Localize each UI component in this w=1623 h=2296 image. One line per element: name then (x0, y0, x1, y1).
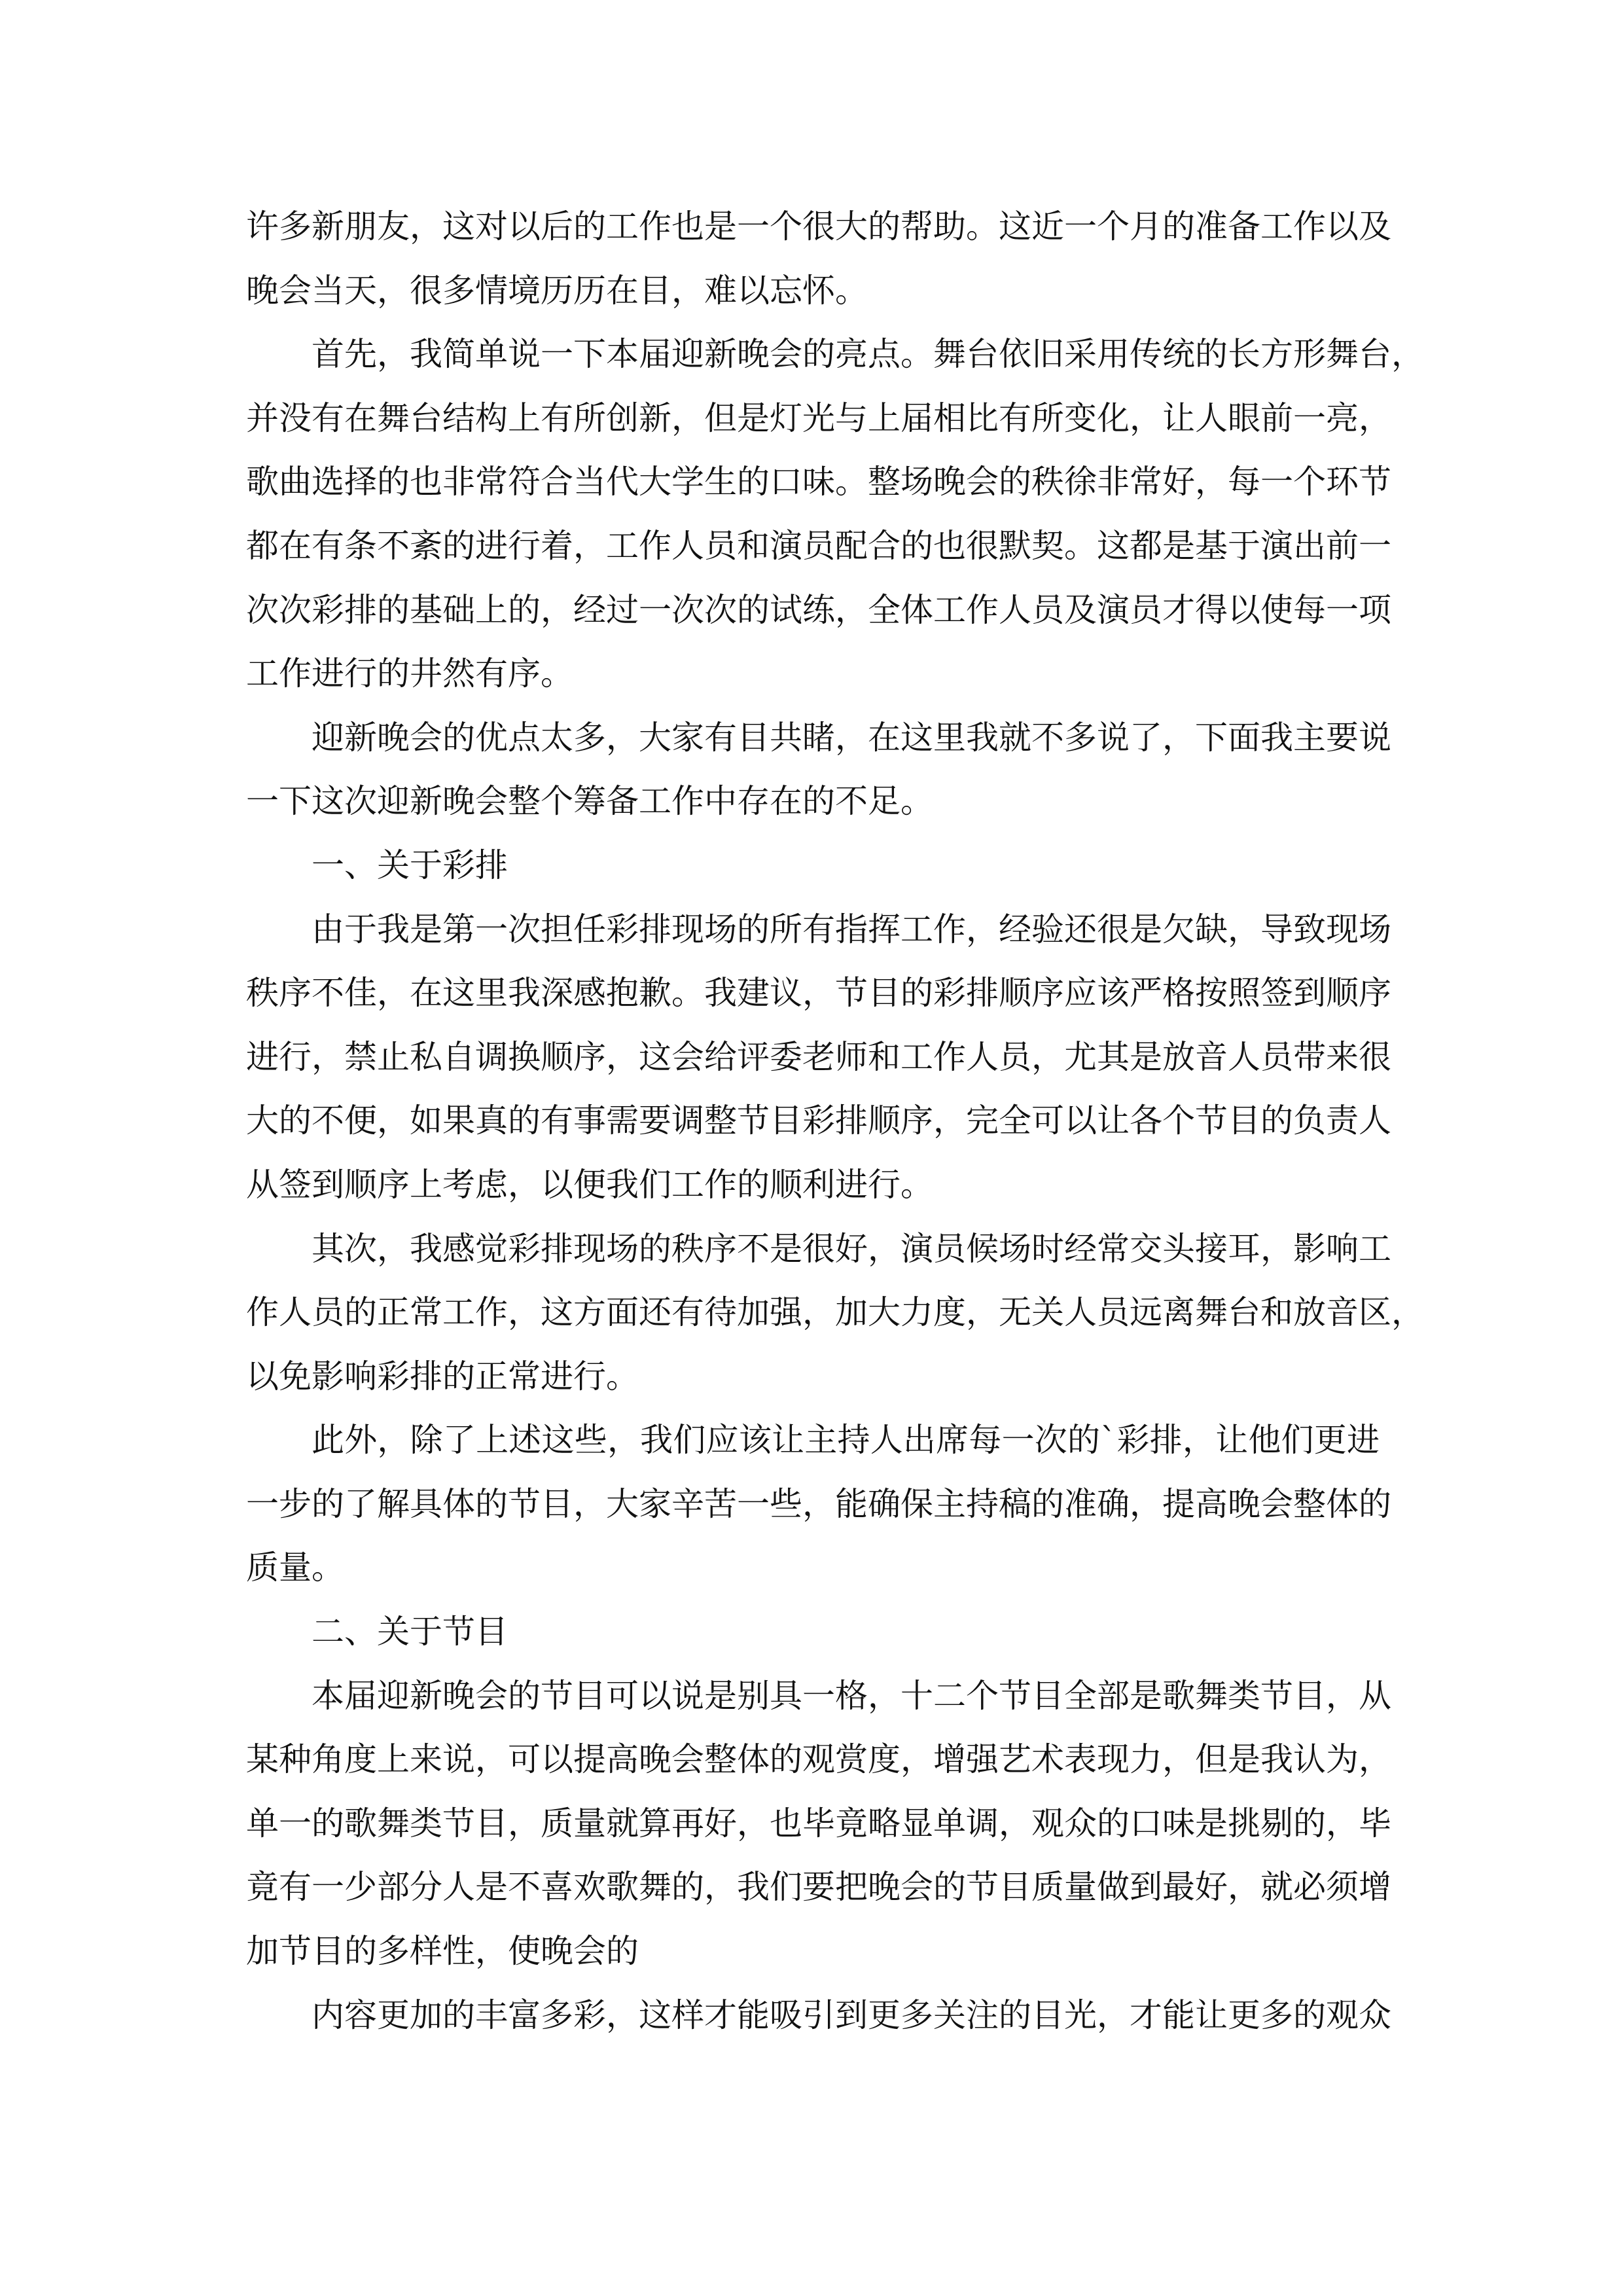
text-line: 迎新晚会的优点太多，大家有目共睹，在这里我就不多说了，下面我主要说 (312, 718, 1391, 757)
text-line: 进行，禁止私自调换顺序，这会给评委老师和工作人员，尤其是放音人员带来很 (246, 1037, 1391, 1076)
text-line: 二、关于节目 (312, 1613, 508, 1651)
text-line: 歌曲选择的也非常符合当代大学生的口味。整场晚会的秩徐非常好，每一个环节 (246, 463, 1391, 501)
text-line: 一下这次迎新晚会整个筹备工作中存在的不足。 (246, 782, 933, 821)
document-page (246, 195, 1424, 2047)
paragraph (246, 1600, 1380, 1664)
paragraph (246, 195, 1391, 323)
text-line: 某种角度上来说，可以提高晚会整体的观赏度，增强艺术表现力，但是我认为， (246, 1740, 1391, 1779)
paragraph (246, 898, 1391, 1217)
text-line: 加节目的多样性，使晚会的 (246, 1932, 639, 1971)
text-line: 本届迎新晚会的节目可以说是别具一格，十二个节目全部是歌舞类节目，从 (312, 1676, 1391, 1715)
paragraph (246, 1664, 1391, 1984)
text-line: 此外，除了上述这些，我们应该让主持人出席每一次的`彩排，让他们更进 (312, 1421, 1380, 1460)
text-line: 首先，我简单说一下本届迎新晚会的亮点。舞台依旧采用传统的长方形舞台， (312, 335, 1424, 374)
text-line: 许多新朋友，这对以后的工作也是一个很大的帮助。这近一个月的准备工作以及 (246, 207, 1391, 245)
text-line: 秩序不佳，在这里我深感抱歉。我建议，节目的彩排顺序应该严格按照签到顺序 (246, 974, 1391, 1013)
paragraph (246, 323, 1424, 706)
text-line: 都在有条不紊的进行着，工作人员和演员配合的也很默契。这都是基于演出前一 (246, 526, 1391, 565)
text-line: 大的不便，如果真的有事需要调整节目彩排顺序，完全可以让各个节目的负责人 (246, 1102, 1391, 1140)
text-line: 晚会当天，很多情境历历在目，难以忘怀。 (246, 271, 868, 310)
text-line: 从签到顺序上考虑，以便我们工作的顺利进行。 (246, 1165, 933, 1204)
text-line: 质量。 (246, 1549, 344, 1587)
text-line: 以免影响彩排的正常进行。 (246, 1357, 639, 1395)
text-line: 一步的了解具体的节目，大家辛苦一些，能确保主持稿的准确，提高晚会整体的 (246, 1484, 1391, 1523)
text-line: 内容更加的丰富多彩，这样才能吸引到更多关注的目光，才能让更多的观众 (312, 1996, 1391, 2034)
text-line: 竟有一少部分人是不喜欢歌舞的，我们要把晚会的节目质量做到最好，就必须增 (246, 1868, 1391, 1907)
text-line: 工作进行的井然有序。 (246, 655, 573, 693)
text-line: 其次，我感觉彩排现场的秩序不是很好，演员候场时经常交头接耳，影响工 (312, 1229, 1391, 1268)
text-line: 次次彩排的基础上的，经过一次次的试练，全体工作人员及演员才得以使每一项 (246, 590, 1391, 629)
paragraph (246, 706, 1391, 834)
text-line: 作人员的正常工作，这方面还有待加强，加大力度，无关人员远离舞台和放音区， (246, 1293, 1424, 1332)
text-line: 单一的歌舞类节目，质量就算再好，也毕竟略显单调，观众的口味是挑剔的，毕 (246, 1804, 1391, 1842)
text-line: 一、关于彩排 (312, 846, 508, 884)
paragraph (246, 1408, 1391, 1600)
paragraph (246, 834, 1380, 898)
text-line: 并没有在舞台结构上有所创新，但是灯光与上届相比有所变化，让人眼前一亮， (246, 399, 1391, 437)
paragraph (246, 1984, 1391, 2048)
paragraph (246, 1217, 1424, 1409)
text-line: 由于我是第一次担任彩排现场的所有指挥工作，经验还很是欠缺，导致现场 (312, 910, 1391, 948)
